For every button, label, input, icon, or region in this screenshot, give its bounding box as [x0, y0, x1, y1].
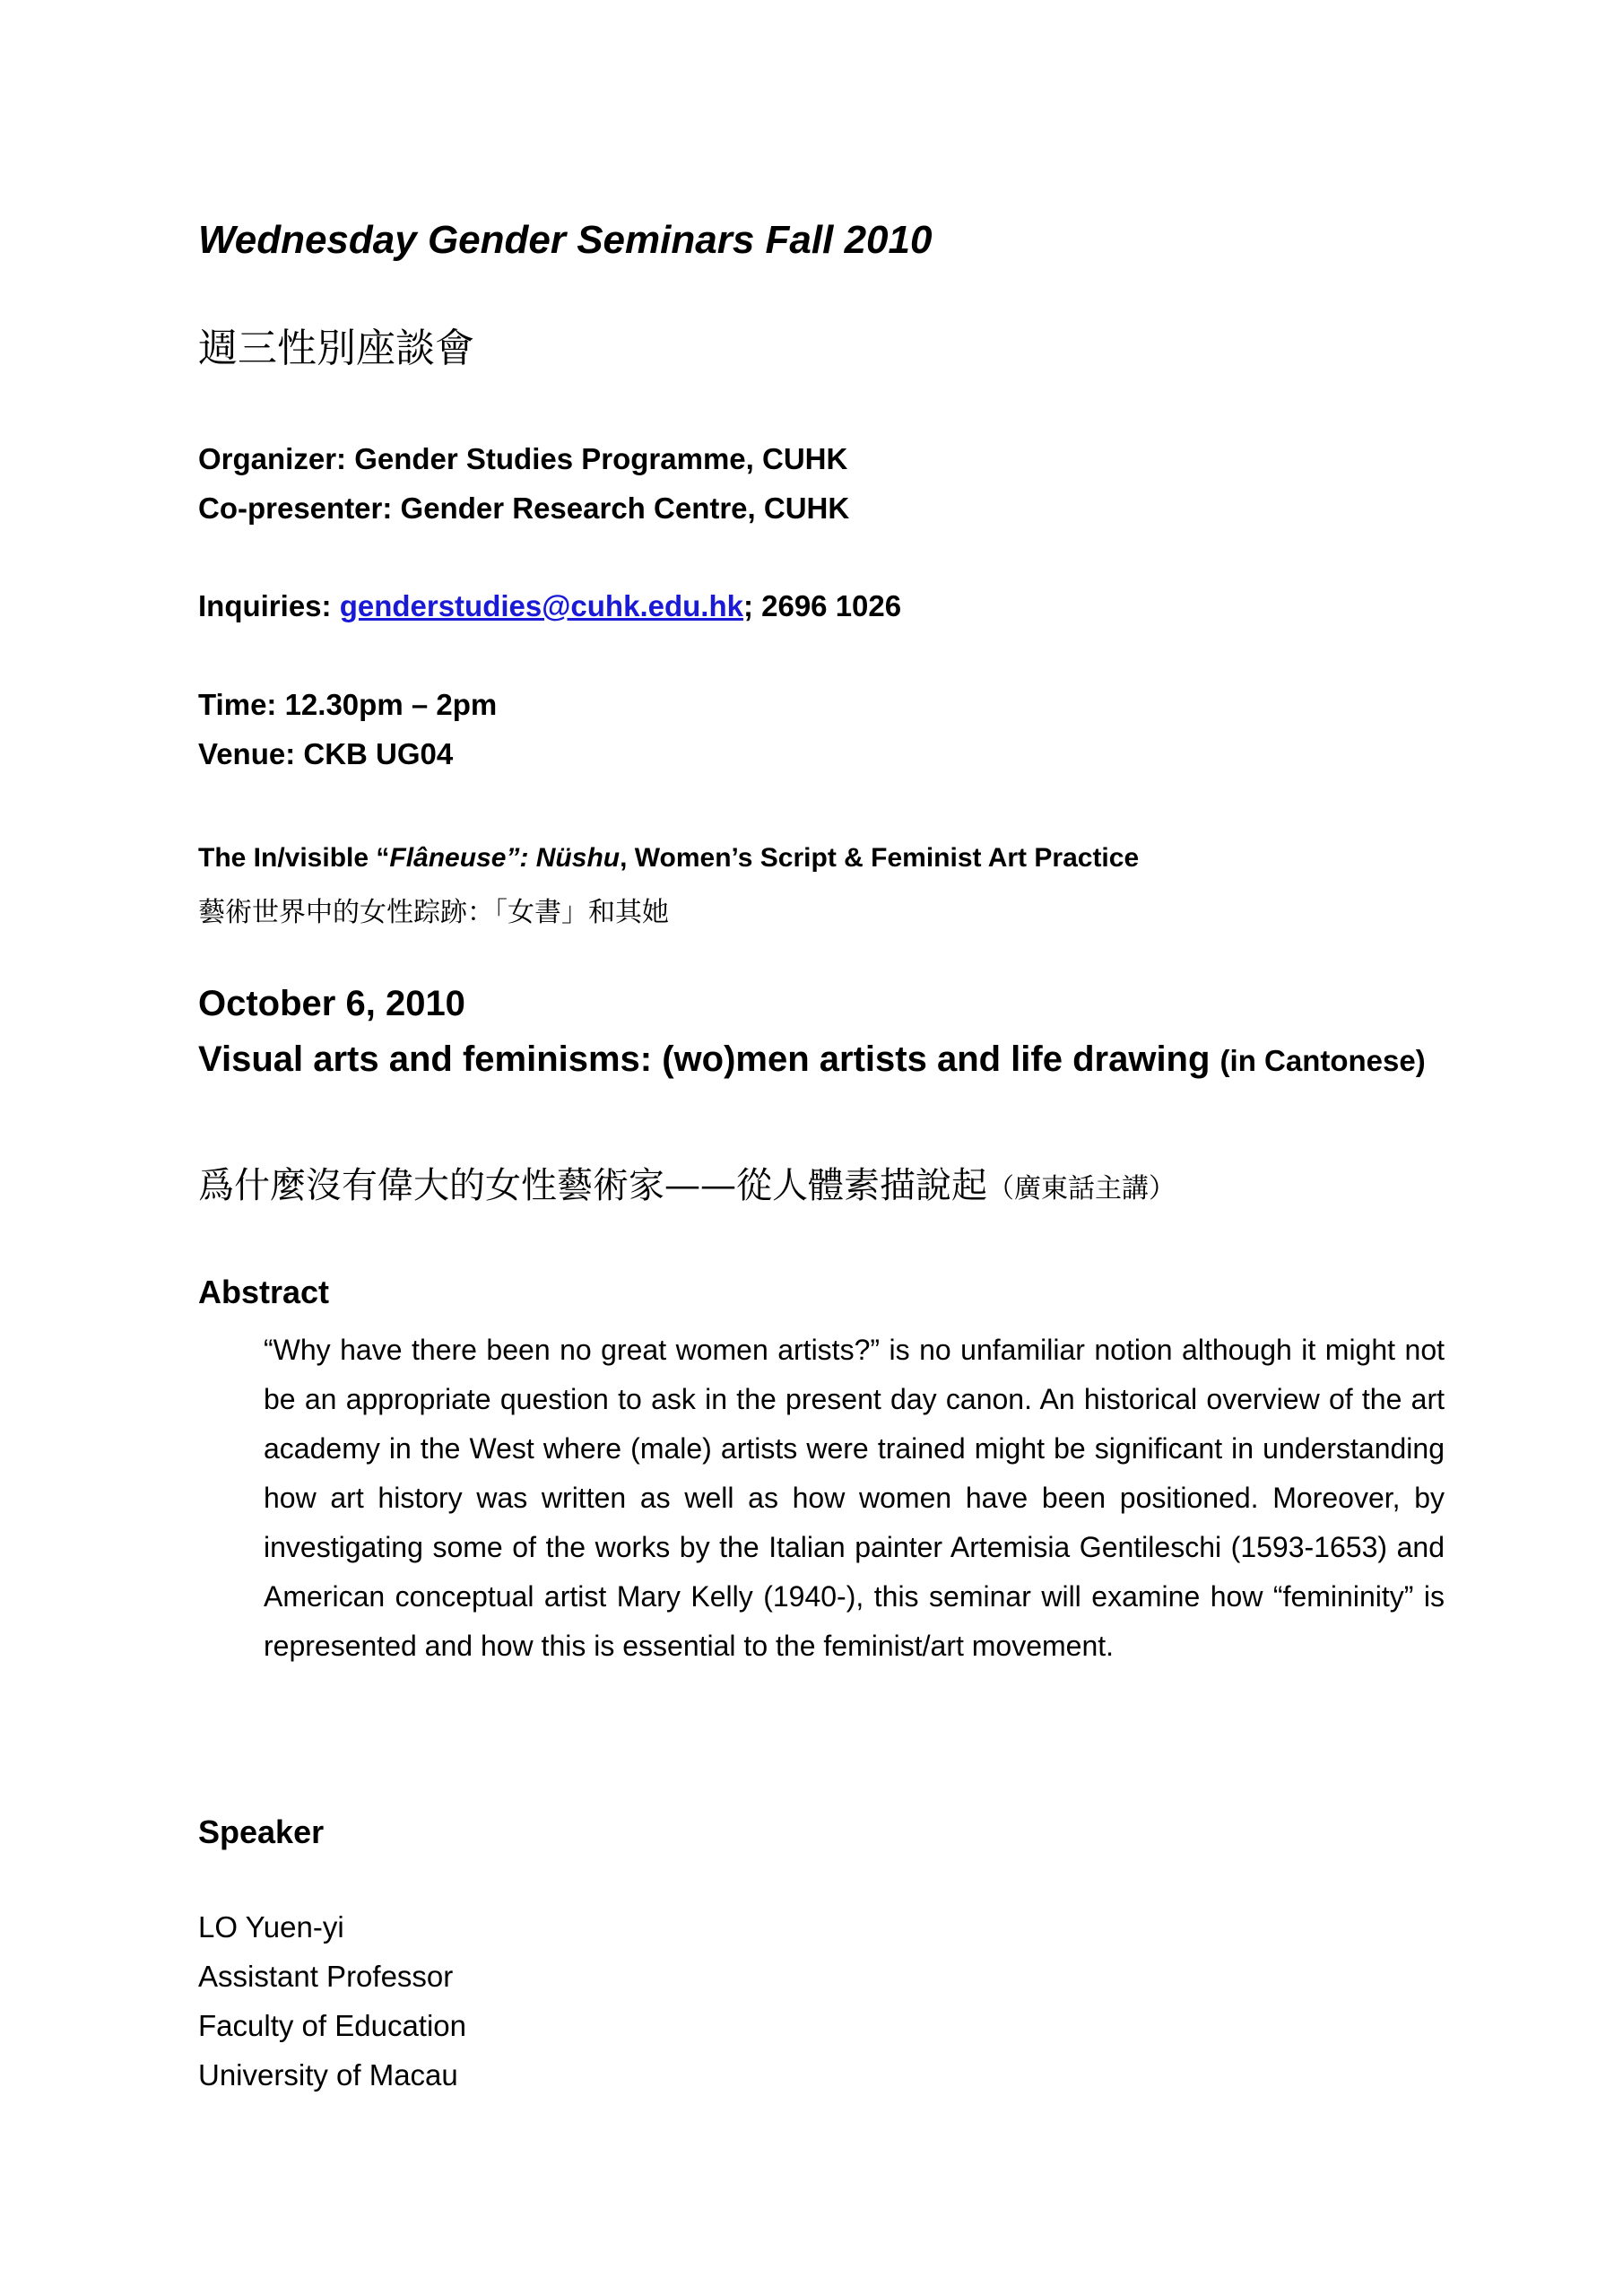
speaker-faculty: Faculty of Education: [198, 2009, 466, 2042]
time-line: Time: 12.30pm – 2pm: [198, 688, 498, 721]
talk-series-title: [198, 843, 1139, 874]
talk-series-prefix: The In/visible “: [198, 843, 390, 873]
copresenter-line: Co-presenter: Gender Research Centre, CUHK: [198, 491, 850, 525]
series-title: Wednesday Gender Seminars Fall 2010: [198, 218, 933, 262]
seminar-title-chinese: [198, 1157, 1176, 1208]
venue-line: Venue: CKB UG04: [198, 737, 454, 770]
inquiries-label: Inquiries:: [198, 589, 340, 622]
seminar-date: October 6, 2010: [198, 984, 465, 1023]
inquiries-line: [198, 589, 901, 623]
organizer-line: Organizer: Gender Studies Programme, CUHK: [198, 442, 848, 475]
abstract-body: “Why have there been no great women artists?” is no unfamiliar notion although it might not be an appropriate question to ask in the present day canon. An historical overview of the art academy in the West where (male) artists were trained might be significant in understanding how art history was written as well as how women have been positioned. Moreover, by investigating some of the works by the Italian painter Artemisia Gentileschi (1593-1653) and American conceptual artist Mary Kelly (1940-), this seminar will examine how “femininity” is represented and how this is essential to the feminist/art movement.: [264, 1334, 1445, 1662]
email-link[interactable]: genderstudies@cuhk.edu.hk: [339, 589, 743, 622]
speaker-heading: Speaker: [198, 1813, 325, 1850]
seminar-title-text: Visual arts and feminisms: (wo)men artists and life drawing: [198, 1039, 1211, 1079]
talk-series-chinese: 藝術世界中的女性踪跡：「女書」和其她: [198, 897, 669, 928]
seminar-title-chinese-text: 爲什麼沒有偉大的女性藝術家——從人體素描說起: [198, 1165, 987, 1206]
abstract-heading: Abstract: [198, 1274, 330, 1310]
speaker-position: Assistant Professor: [198, 1960, 454, 1993]
seminar-title: [198, 1034, 1445, 1086]
inquiries-phone: ; 2696 1026: [742, 589, 902, 622]
speaker-university: University of Macau: [198, 2058, 458, 2092]
seminar-language-note-chinese: （廣東話主講）: [987, 1173, 1176, 1205]
speaker-name: LO Yuen-yi: [198, 1910, 344, 1944]
talk-series-italic: Flâneuse”: Nüshu: [389, 843, 621, 873]
series-title-chinese: 週三性別座談會: [198, 326, 474, 371]
talk-series-suffix: , Women’s Script & Feminist Art Practice: [620, 843, 1140, 873]
seminar-language-note: (in Cantonese): [1219, 1044, 1426, 1077]
